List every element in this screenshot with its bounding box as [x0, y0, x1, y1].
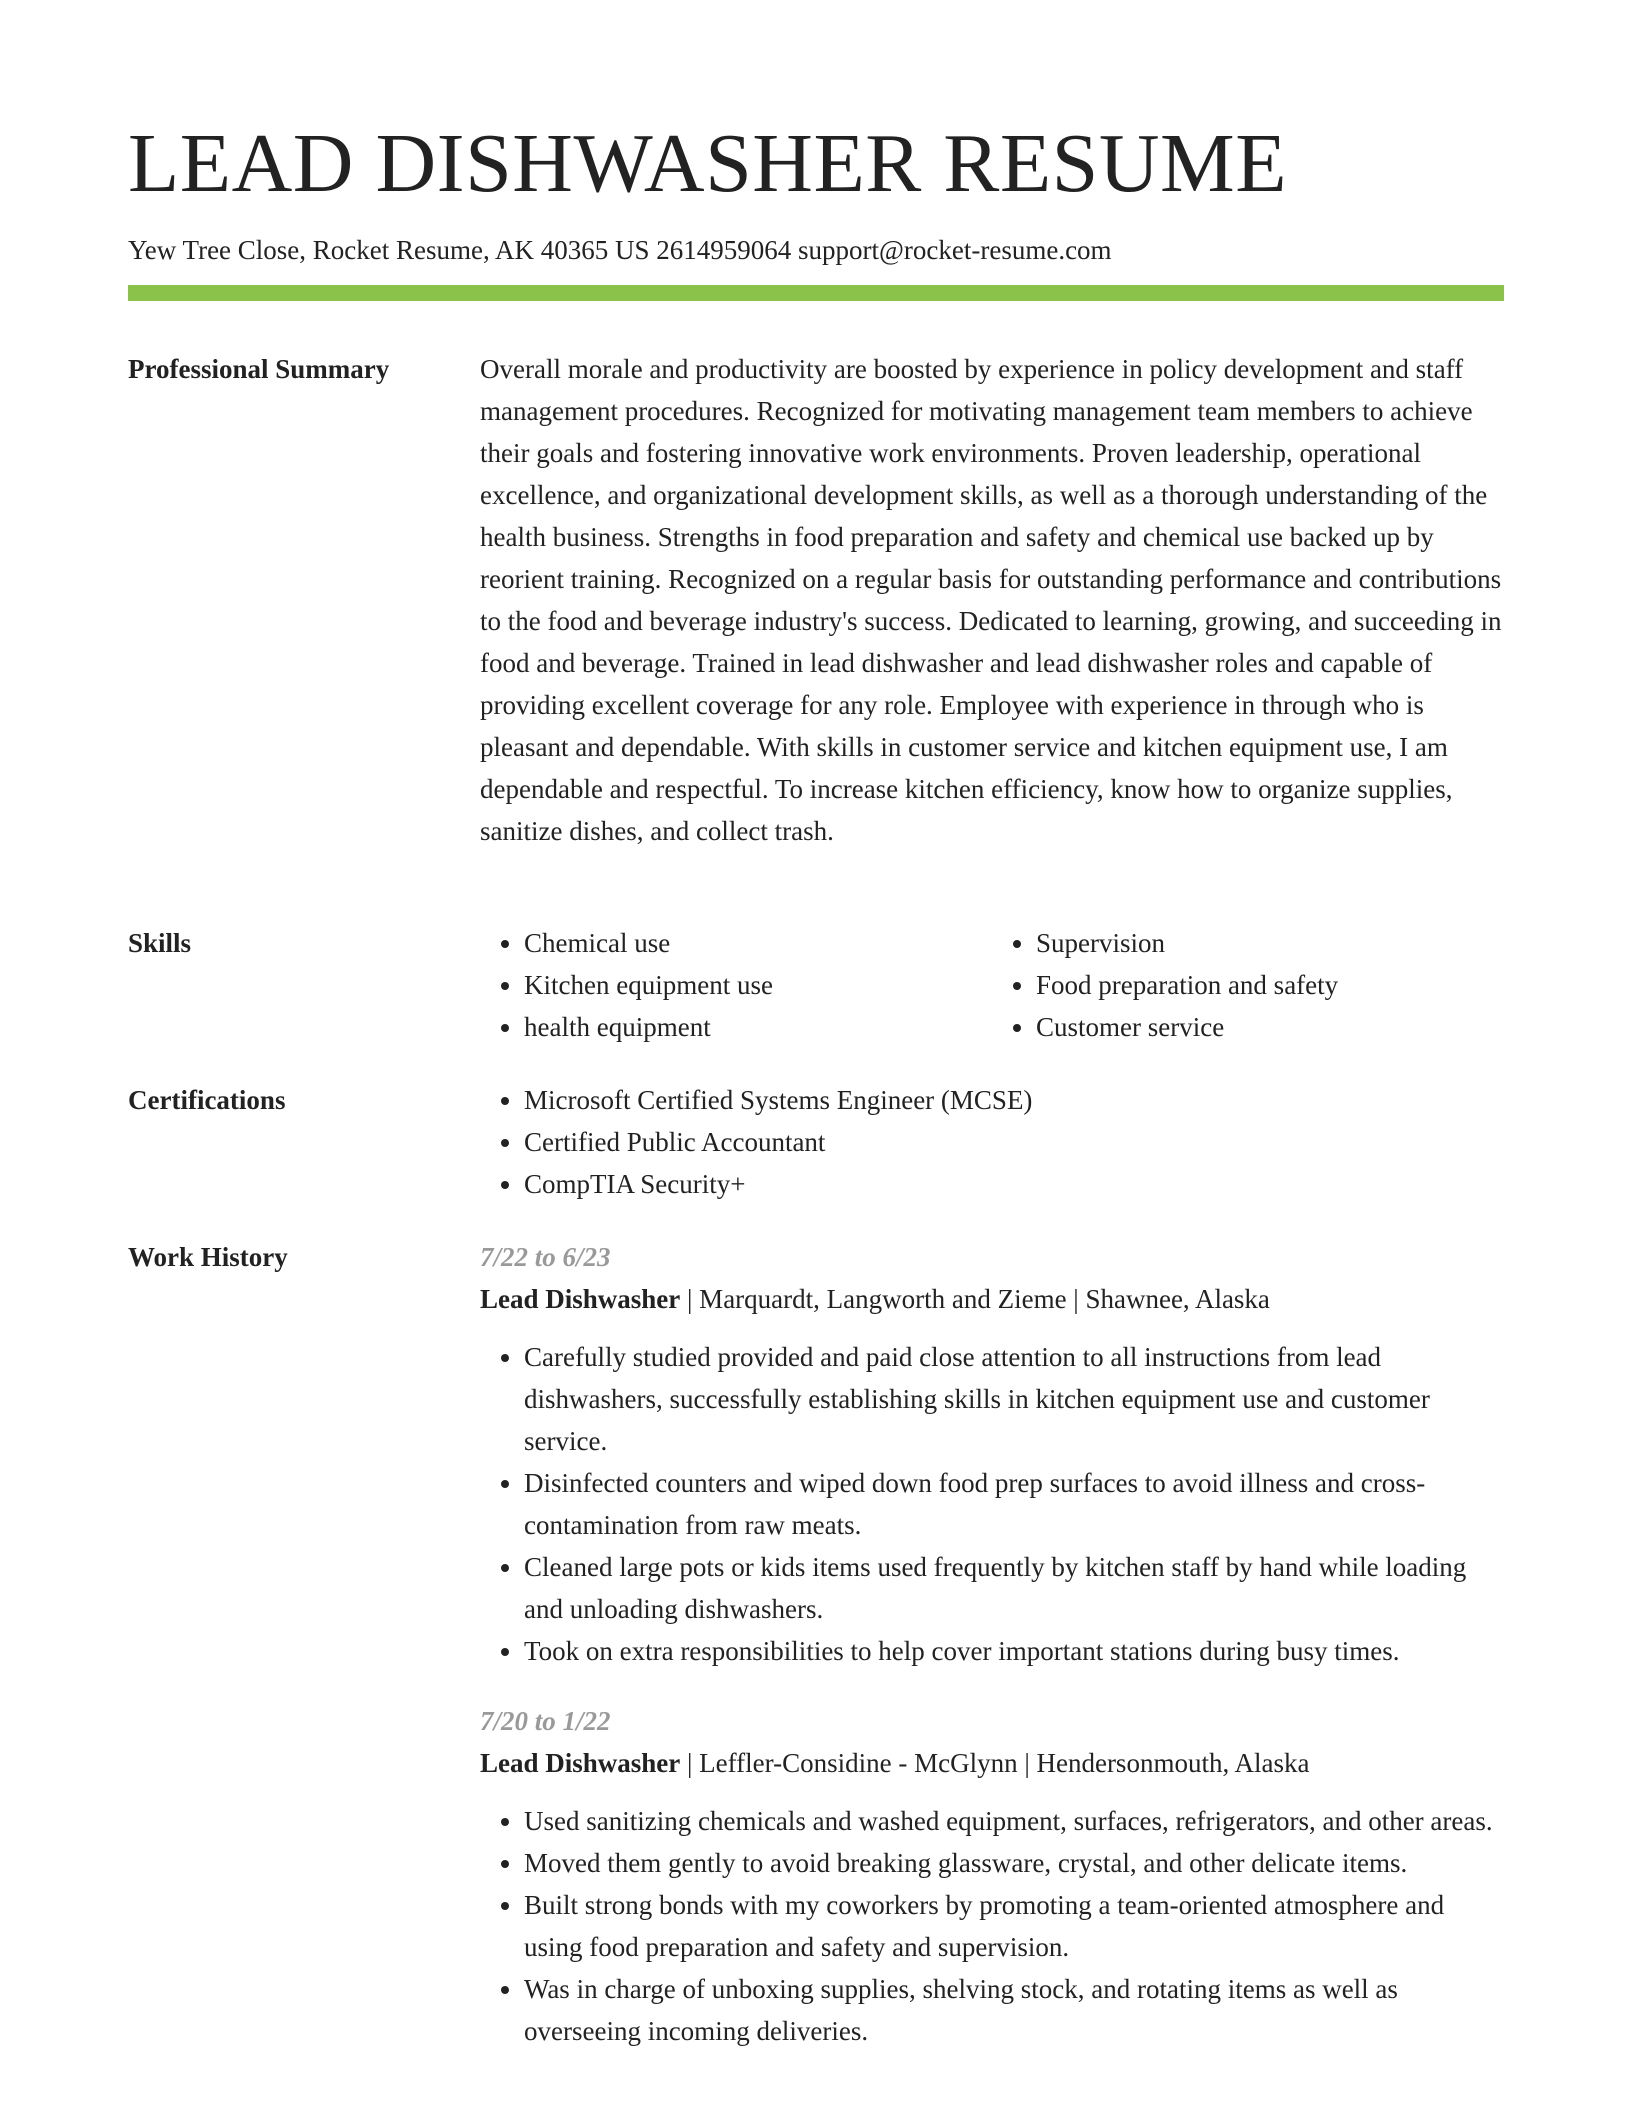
job-bullet: • Cleaned large pots or kids items used frequently by kitchen staff by hand while loading and unloading dishwashers.	[524, 1546, 1504, 1630]
contact-info: Yew Tree Close, Rocket Resume, AK 40365 US 2614959064 support@rocket-resume.com	[128, 235, 1112, 265]
skill-item: • Food preparation and safety	[1036, 964, 1504, 1006]
resume-title: LEAD DISHWASHER RESUME	[128, 117, 1288, 210]
job-bullets	[480, 1336, 1504, 1672]
work-history-heading: Work History	[128, 1242, 288, 1272]
certification-item: • Certified Public Accountant	[524, 1121, 1504, 1163]
job-employer-location: | Leffler-Considine - McGlynn | Hendersonmouth, Alaska	[680, 1748, 1310, 1778]
job-bullet: • Moved them gently to avoid breaking glassware, crystal, and other delicate items.	[524, 1842, 1504, 1884]
job-bullet: • Carefully studied provided and paid close attention to all instructions from lead dishwashers, successfully establishing skills in kitchen equipment use and customer service.	[524, 1336, 1504, 1462]
job-bullet: • Disinfected counters and wiped down food prep surfaces to avoid illness and cross-contamination from raw meats.	[524, 1462, 1504, 1546]
job-title-line	[480, 1278, 1504, 1320]
summary-heading: Professional Summary	[128, 354, 390, 384]
summary-text: Overall morale and productivity are boosted by experience in policy development and staff management procedures. Recognized for motivating management team members to achieve their goals and fostering innovative work environments. Proven leadership, operational excellence, and organizational development skills, as well as a thorough understanding of the health business. Strengths in food preparation and safety and chemical use backed up by reorient training. Recognized on a regular basis for outstanding performance and contributions to the food and beverage industry's success. Dedicated to learning, growing, and succeeding in food and beverage. Trained in lead dishwasher and lead dishwasher roles and capable of providing excellent coverage for any role. Employee with experience in through who is pleasant and dependable. With skills in customer service and kitchen equipment use, I am dependable and respectful. To increase kitchen efficiency, know how to organize supplies, sanitize dishes, and collect trash.	[480, 354, 1502, 846]
job-bullet: • Built strong bonds with my coworkers by promoting a team-oriented atmosphere and using food preparation and safety and supervision.	[524, 1884, 1504, 1968]
job-bullet: • Used sanitizing chemicals and washed equipment, surfaces, refrigerators, and other areas.	[524, 1800, 1504, 1842]
skill-item: • Chemical use	[524, 922, 992, 964]
job-role: Lead Dishwasher	[480, 1284, 681, 1314]
job-entry	[480, 1236, 1504, 1672]
skills-list-left	[480, 922, 992, 1048]
skill-item: • health equipment	[524, 1006, 992, 1048]
job-dates: 7/22 to 6/23	[480, 1242, 611, 1272]
certifications-list	[480, 1079, 1504, 1205]
job-bullets	[480, 1800, 1504, 2052]
job-employer-location: | Marquardt, Langworth and Zieme | Shawnee, Alaska	[680, 1284, 1270, 1314]
skills-heading: Skills	[128, 928, 192, 958]
job-dates: 7/20 to 1/22	[480, 1706, 611, 1736]
job-bullet: • Was in charge of unboxing supplies, shelving stock, and rotating items as well as overseeing incoming deliveries.	[524, 1968, 1504, 2052]
job-title-line	[480, 1742, 1504, 1784]
skill-item: • Customer service	[1036, 1006, 1504, 1048]
skill-item: • Kitchen equipment use	[524, 964, 992, 1006]
job-entry	[480, 1700, 1504, 2052]
skills-list-right	[992, 922, 1504, 1048]
certification-item: • Microsoft Certified Systems Engineer (MCSE)	[524, 1079, 1504, 1121]
job-role: Lead Dishwasher	[480, 1748, 681, 1778]
accent-divider	[128, 285, 1504, 301]
certification-item: • CompTIA Security+	[524, 1163, 1504, 1205]
skill-item: • Supervision	[1036, 922, 1504, 964]
job-bullet: • Took on extra responsibilities to help cover important stations during busy times.	[524, 1630, 1504, 1672]
certifications-heading: Certifications	[128, 1085, 286, 1115]
